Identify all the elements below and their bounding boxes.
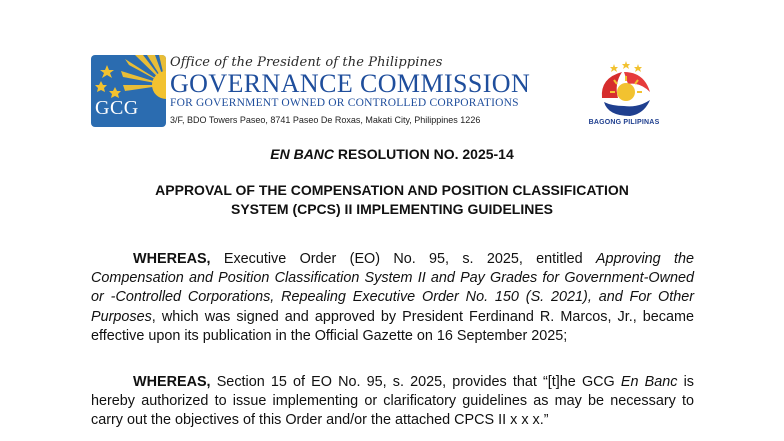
org-subtitle: FOR GOVERNMENT OWNED OR CONTROLLED CORPORATIONS [170,97,519,109]
paragraph-text: Executive Order (EO) No. 95, s. 2025, entitled [210,251,596,267]
eo-title: Approving the Compensation and Position Classification System II and Pay Grades for Government-Owned or -Controlled Corporations, Repealing Executive Order No. 150 (S. 2021), and For Other Purposes [91,251,695,325]
resolution-title [0,181,784,219]
whereas-paragraph-2 [91,373,694,431]
org-info [170,55,610,126]
gcg-logo-letters: GCG [95,97,139,119]
paragraph-text: Section 15 of EO No. 95, s. 2025, provides that “[t]he GCG [210,374,621,390]
paragraph-text: is hereby authorized to issue implementing or clarificatory guidelines as may be necessary to carry out the objectives of this Order and/or the attached CPCS II x x x.” [91,374,694,429]
office-line: Office of the President of the Philippines [170,55,443,70]
whereas-lead: WHEREAS, [133,374,211,390]
gcg-logo [91,55,166,127]
resolution-title-line1: APPROVAL OF THE COMPENSATION AND POSITION CLASSIFICATION [155,182,629,198]
seal-label: BAGONG PILIPINAS [588,119,660,126]
resolution-number-rest: RESOLUTION NO. 2025-14 [334,146,514,162]
en-banc-italic: En Banc [620,374,678,390]
resolution-title-line2: SYSTEM (CPCS) II IMPLEMENTING GUIDELINES [230,201,554,217]
resolution-number [0,145,784,163]
paragraph-text: , which was signed and approved by President Ferdinand R. Marcos, Jr., became effective upon its publication in the Official Gazette on 16 September 2025; [91,308,694,344]
org-address: 3/F, BDO Towers Paseo, 8741 Paseo De Roxas, Makati City, Philippines 1226 [170,115,481,125]
whereas-lead: WHEREAS, [133,251,211,267]
whereas-paragraph-1 [91,250,694,346]
resolution-number-prefix: EN BANC [270,146,335,162]
org-name: GOVERNANCE COMMISSION [170,69,531,98]
